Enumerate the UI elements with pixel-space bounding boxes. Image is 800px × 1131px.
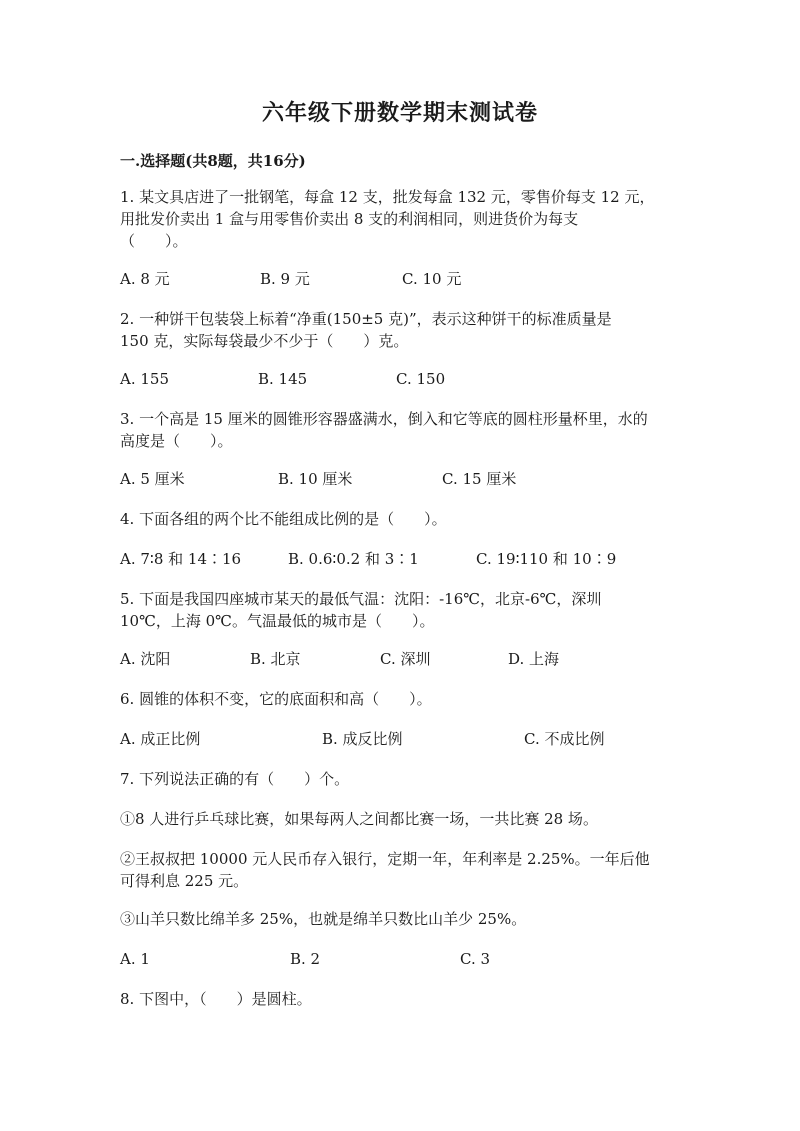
question-8-line-1: 8. 下图中，（ ）是圆柱。 <box>120 990 312 1008</box>
question-4-option-a: A. 7∶8 和 14∶16 <box>120 550 242 568</box>
question-6-option-a: A. 成正比例 <box>120 730 201 748</box>
question-5-option-d: D. 上海 <box>508 650 560 668</box>
question-1-line-1: 1. 某文具店进了一批钢笔，每盒 12 支，批发每盒 132 元，零售价每支 12 元， <box>120 188 655 206</box>
question-3-option-c: C. 15 厘米 <box>442 470 517 488</box>
question-1-option-c: C. 10 元 <box>402 270 462 288</box>
question-2-option-c: C. 150 <box>396 370 446 388</box>
question-3-option-a: A. 5 厘米 <box>120 470 185 488</box>
question-4-line-1: 4. 下面各组的两个比不能组成比例的是（ ）。 <box>120 510 447 528</box>
question-7-statement-3: ③山羊只数比绵羊多 25%，也就是绵羊只数比山羊少 25%。 <box>120 910 527 928</box>
question-1-line-2: 用批发价卖出 1 盒与用零售价卖出 8 支的利润相同，则进货价为每支 <box>120 210 579 228</box>
question-7-line-1: 7. 下列说法正确的有（ ）个。 <box>120 770 350 788</box>
question-1-line-3: （ ）。 <box>120 232 188 250</box>
question-7-statement-1: ①8 人进行乒乓球比赛，如果每两人之间都比赛一场，一共比赛 28 场。 <box>120 810 598 828</box>
question-7-option-a: A. 1 <box>120 950 150 968</box>
question-5-option-b: B. 北京 <box>250 650 301 668</box>
question-7-option-b: B. 2 <box>290 950 321 968</box>
question-6-option-c: C. 不成比例 <box>524 730 605 748</box>
question-3-option-b: B. 10 厘米 <box>278 470 353 488</box>
question-1-option-a: A. 8 元 <box>120 270 170 288</box>
question-5-line-2: 10℃，上海 0℃。气温最低的城市是（ ）。 <box>120 612 435 630</box>
section-heading: 一.选择题(共8题，共16分) <box>120 152 306 170</box>
question-7-option-c: C. 3 <box>460 950 491 968</box>
question-7-statement-2-line-1: ②王叔叔把 10000 元人民币存入银行，定期一年，年利率是 2.25%。一年后他 <box>120 850 650 868</box>
question-2-line-2: 150 克，实际每袋最少不少于（ ）克。 <box>120 332 409 350</box>
question-1-option-b: B. 9 元 <box>260 270 310 288</box>
question-6-option-b: B. 成反比例 <box>322 730 403 748</box>
question-6-line-1: 6. 圆锥的体积不变，它的底面积和高（ ）。 <box>120 690 432 708</box>
question-2-option-a: A. 155 <box>120 370 169 388</box>
question-5-option-c: C. 深圳 <box>380 650 431 668</box>
question-2-line-1: 2. 一种饼干包装袋上标着“净重(150±5 克)”，表示这种饼干的标准质量是 <box>120 310 612 328</box>
question-2-option-b: B. 145 <box>258 370 308 388</box>
question-4-option-b: B. 0.6∶0.2 和 3∶1 <box>288 550 419 568</box>
question-4-option-c: C. 19∶110 和 10∶9 <box>476 550 617 568</box>
question-3-line-2: 高度是（ ）。 <box>120 432 233 450</box>
question-5-option-a: A. 沈阳 <box>120 650 171 668</box>
question-3-line-1: 3. 一个高是 15 厘米的圆锥形容器盛满水，倒入和它等底的圆柱形量杯里，水的 <box>120 410 648 428</box>
question-5-line-1: 5. 下面是我国四座城市某天的最低气温：沈阳：-16℃，北京-6℃，深圳 <box>120 590 602 608</box>
page-title: 六年级下册数学期末测试卷 <box>261 100 538 126</box>
question-7-statement-2-line-2: 可得利息 225 元。 <box>120 872 249 890</box>
